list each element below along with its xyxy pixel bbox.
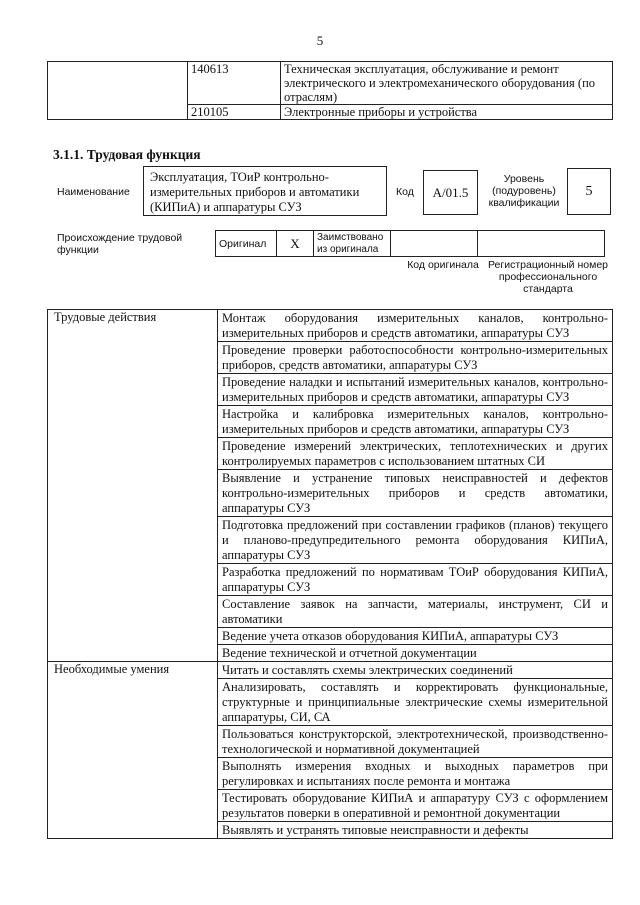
- list-item: Пользоваться конструкторской, электротехнической, производственно-технологической и нормативной документацией: [218, 726, 613, 758]
- origin-table: [215, 230, 605, 257]
- list-item: Составление заявок на запчасти, материалы, инструмент, СИ и автоматики: [218, 596, 613, 628]
- level-label: Уровень (подуровень) квалификации: [488, 173, 560, 209]
- table-row: [48, 62, 613, 105]
- list-item: Читать и составлять схемы электрических соединений: [218, 662, 613, 679]
- list-item: Выявлять и устранять типовые неисправности и дефекты: [218, 822, 613, 839]
- list-item: Проведение измерений электрических, теплотехнических и других контролируемых параметров с использованием штатных СИ: [218, 438, 613, 470]
- list-item: Проведение проверки работоспособности контрольно-измерительных приборов, средств автоматики, аппаратуры СУЗ: [218, 342, 613, 374]
- reg-number-label: Регистрационный номер профессионального стандарта: [488, 259, 608, 295]
- list-item: Выполнять измерения входных и выходных параметров при регулировках и испытаниях после ремонта и монтажа: [218, 758, 613, 790]
- reg-number-cell: [478, 231, 605, 257]
- skills-header: Необходимые умения: [48, 662, 218, 839]
- table-row: [48, 662, 613, 679]
- name-label: Наименование: [57, 186, 130, 198]
- code-label: Код: [396, 186, 414, 198]
- page-number: 5: [316, 33, 324, 48]
- original-mark: X: [277, 231, 314, 257]
- list-item: Проведение наладки и испытаний измерительных каналов, контрольно-измерительных приборов и средств автоматики, аппаратуры СУЗ: [218, 374, 613, 406]
- list-item: Анализировать, составлять и корректировать функциональные, структурные и принципиальные электрические схемы измерительной аппаратуры, СИ, СА: [218, 679, 613, 726]
- borrowed-label: Заимствовано из оригинала: [314, 231, 391, 257]
- function-code-box: А/01.5: [423, 170, 478, 215]
- section-title: 3.1.1. Трудовая функция: [53, 147, 201, 162]
- specialty-code: 140613: [188, 62, 281, 105]
- list-item: Монтаж оборудования измерительных каналов, контрольно-измерительных приборов и средств автоматики, аппаратуры СУЗ: [218, 310, 613, 342]
- origin-label: Происхождение трудовой функции: [57, 232, 183, 256]
- list-item: Тестировать оборудование КИПиА и аппаратуру СУЗ с оформлением результатов поверки в оперативной и ремонтной документации: [218, 790, 613, 822]
- function-name-box: Эксплуатация, ТОиР контрольно-измерительных приборов и автоматики (КИПиА) и аппаратуры СУЗ: [143, 166, 387, 216]
- empty-cell: [48, 62, 188, 120]
- specialty-code: 210105: [188, 105, 281, 120]
- original-code-label: Код оригинала: [407, 259, 479, 271]
- list-item: Ведение технической и отчетной документации: [218, 645, 613, 662]
- original-label: Оригинал: [216, 231, 277, 257]
- list-item: Настройка и калибровка измерительных каналов, контрольно-измерительных приборов и средств автоматики, аппаратуры СУЗ: [218, 406, 613, 438]
- list-item: Ведение учета отказов оборудования КИПиА, аппаратуры СУЗ: [218, 628, 613, 645]
- specialty-codes-table: [47, 61, 613, 120]
- labor-actions-header: Трудовые действия: [48, 310, 218, 662]
- original-code-cell: [391, 231, 478, 257]
- table-row: [48, 310, 613, 342]
- table-row: [216, 231, 605, 257]
- list-item: Подготовка предложений при составлении графиков (планов) текущего и планово-предупредительного ремонта оборудования КИПиА, аппаратуры СУЗ: [218, 517, 613, 564]
- list-item: Разработка предложений по нормативам ТОиР оборудования КИПиА, аппаратуры СУЗ: [218, 564, 613, 596]
- specialty-description: Техническая эксплуатация, обслуживание и ремонт электрического и электромеханического оборудования (по отраслям): [281, 62, 613, 105]
- level-box: 5: [567, 168, 611, 215]
- function-details-table: [47, 309, 613, 839]
- list-item: Выявление и устранение типовых неисправностей и дефектов контрольно-измерительных приборов и средств автоматики, аппаратуры СУЗ: [218, 470, 613, 517]
- specialty-description: Электронные приборы и устройства: [281, 105, 613, 120]
